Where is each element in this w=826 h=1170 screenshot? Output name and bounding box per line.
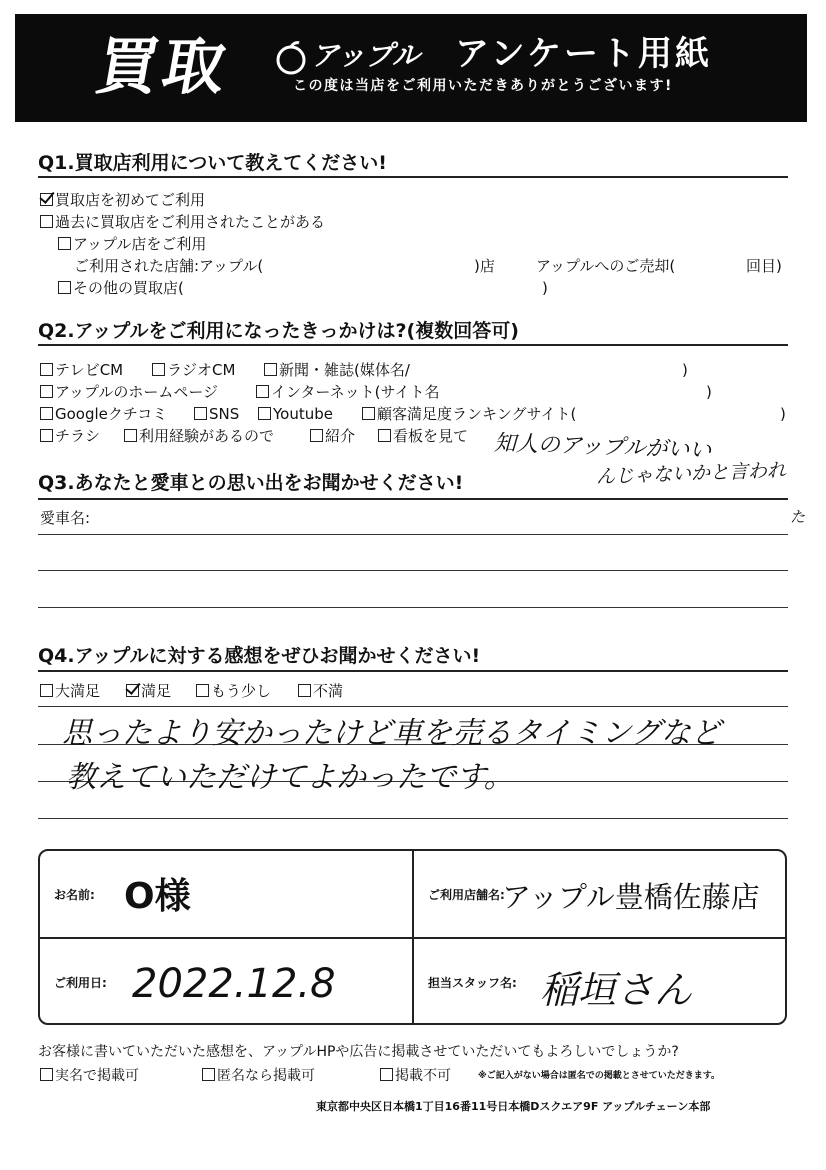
checkbox[interactable] [258, 407, 271, 420]
footer-option-label: 実名で掲載可 [55, 1068, 139, 1084]
q1-store-suffix: )店 [474, 257, 495, 275]
q2-row3-end: ) [780, 405, 786, 423]
q1-times-label: アップルへのご売却( [536, 257, 676, 275]
footer-option-label: 匿名なら掲載可 [217, 1068, 315, 1084]
q2-option-google[interactable] [40, 404, 167, 424]
q2-option-label: Googleクチコミ [55, 405, 168, 423]
q2-option-label: 紹介 [325, 427, 356, 445]
q2-option-sns[interactable] [194, 404, 239, 424]
q4-handwritten-line1: 思ったより安かったけど車を売るタイミングなど [62, 716, 721, 751]
q4-question: Q4.アップルに対する感想をぜひお聞かせください! [38, 645, 481, 667]
q2-question: Q2.アップルをご利用になったきっかけは?(複数回答可) [38, 320, 519, 342]
q2-option-label: アップルのホームページ [55, 383, 219, 401]
checkbox[interactable] [58, 237, 71, 250]
staff-label: 担当スタッフ名: [428, 976, 517, 990]
q2-option-label: 新聞・雑誌(媒体名/ [279, 361, 410, 379]
q2-option-radiocm[interactable] [152, 360, 235, 380]
q4-line [38, 706, 788, 707]
q2-handwritten-line3: た [790, 508, 806, 526]
q1-other-suffix: ) [542, 279, 548, 297]
q4-handwritten-line2: 教えていただけてよかったです。 [66, 760, 514, 795]
checkbox[interactable] [202, 1068, 215, 1081]
q4-rating-label: もう少し [211, 682, 272, 700]
q1-option-other-label: その他の買取店( [73, 279, 184, 297]
q2-option-flyer[interactable] [40, 426, 100, 446]
checkbox-checked[interactable] [126, 684, 139, 697]
name-value: O様 [124, 876, 191, 917]
checkbox[interactable] [40, 215, 53, 228]
card-horizontal-divider [40, 937, 785, 939]
checkbox[interactable] [378, 429, 391, 442]
checkbox[interactable] [152, 363, 165, 376]
header-thanks: この度は当店をご利用いただきありがとうございます! [293, 78, 673, 94]
q1-option-past-label: 過去に買取店をご利用されたことがある [55, 213, 326, 231]
q4-line [38, 818, 788, 819]
checkbox[interactable] [310, 429, 323, 442]
q4-rating-very-satisfied[interactable] [40, 681, 100, 701]
q3-line [38, 534, 788, 535]
q4-rating-label: 不満 [313, 682, 344, 700]
checkbox[interactable] [380, 1068, 393, 1081]
q1-option-apple[interactable] [58, 234, 206, 254]
q1-divider [38, 176, 788, 178]
q3-divider [38, 498, 788, 500]
q2-option-newspaper[interactable] [264, 360, 410, 380]
checkbox[interactable] [40, 385, 53, 398]
q2-handwritten-line2: んじゃないかと言われ [595, 459, 787, 488]
q1-times-suffix: 回目) [746, 257, 782, 275]
header-banner [15, 14, 807, 122]
checkbox[interactable] [362, 407, 375, 420]
q2-option-tvcm[interactable] [40, 360, 123, 380]
q2-handwritten-line1: 知人のアップルがいい [493, 431, 712, 464]
date-label: ご利用日: [54, 976, 107, 990]
q2-option-referral[interactable] [310, 426, 355, 446]
footer-address: 東京都中央区日本橋1丁目16番11号日本橋Dスクエア9F アップルチェーン本部 [316, 1100, 711, 1113]
checkbox[interactable] [40, 407, 53, 420]
footer-option-not-allowed[interactable] [380, 1066, 451, 1086]
footer-option-real-name[interactable] [40, 1066, 139, 1086]
q2-option-label: テレビCM [55, 361, 124, 379]
checkbox[interactable] [256, 385, 269, 398]
q2-option-internet[interactable] [256, 382, 439, 402]
name-label: お名前: [54, 888, 95, 902]
header-title: 買取 [90, 30, 236, 103]
q1-option-past[interactable] [40, 212, 325, 232]
q1-option-apple-label: アップル店をご利用 [73, 235, 207, 253]
checkbox[interactable] [298, 684, 311, 697]
q1-question: Q1.買取店利用について教えてください! [38, 152, 387, 174]
q3-line [38, 607, 788, 608]
checkbox[interactable] [40, 684, 53, 697]
q3-car-label: 愛車名: [40, 509, 91, 527]
checkbox[interactable] [58, 281, 71, 294]
q1-store-used-label: ご利用された店舗:アップル( [74, 257, 264, 275]
q2-option-label: 看板を見て [393, 427, 469, 445]
q2-option-ranking[interactable] [362, 404, 576, 424]
checkbox-checked[interactable] [40, 193, 53, 206]
checkbox[interactable] [40, 363, 53, 376]
q2-option-label: 顧客満足度ランキングサイト( [377, 405, 577, 423]
header-brand: アップル [311, 39, 420, 72]
q2-option-label: インターネット(サイト名 [271, 383, 440, 401]
q4-divider [38, 670, 788, 672]
q2-row2-end: ) [706, 383, 712, 401]
q1-option-first[interactable] [40, 190, 205, 210]
customer-info-card [38, 849, 787, 1025]
q2-option-label: チラシ [55, 427, 101, 445]
q3-line [38, 570, 788, 571]
footer-question: お客様に書いていただいた感想を、アップルHPや広告に掲載させていただいてもよろしいでしょうか? [38, 1044, 679, 1060]
q3-question: Q3.あなたと愛車との思い出をお聞かせください! [38, 472, 464, 494]
q4-rating-label: 大満足 [55, 682, 101, 700]
date-value: 2022.12.8 [132, 961, 336, 1007]
header-subtitle: アンケート用紙 [455, 34, 712, 74]
q2-option-youtube[interactable] [258, 404, 333, 424]
apple-logo-icon [273, 40, 309, 76]
checkbox[interactable] [40, 429, 53, 442]
store-value: アップル豊橋佐藤店 [502, 880, 760, 914]
checkbox[interactable] [40, 1068, 53, 1081]
q2-row1-end: ) [682, 361, 688, 379]
q2-option-homepage[interactable] [40, 382, 218, 402]
store-label: ご利用店舗名: [428, 888, 505, 902]
q2-option-experience[interactable] [124, 426, 274, 446]
checkbox[interactable] [264, 363, 277, 376]
q4-rating-satisfied[interactable] [126, 681, 171, 701]
checkbox[interactable] [194, 407, 207, 420]
footer-option-anonymous[interactable] [202, 1066, 315, 1086]
q4-rating-somewhat[interactable] [196, 681, 271, 701]
q2-divider [38, 344, 788, 346]
checkbox[interactable] [196, 684, 209, 697]
checkbox[interactable] [124, 429, 137, 442]
q1-option-other[interactable] [58, 278, 184, 298]
footer-note: ※ご記入がない場合は匿名での掲載とさせていただきます。 [478, 1071, 721, 1081]
footer-option-label: 掲載不可 [395, 1068, 451, 1084]
q2-option-label: 利用経験があるので [139, 427, 275, 445]
q4-rating-label: 満足 [141, 682, 172, 700]
q2-option-label: ラジオCM [167, 361, 236, 379]
q2-option-label: SNS [209, 405, 240, 423]
q2-option-label: Youtube [273, 405, 333, 423]
staff-value: 稲垣さん [540, 968, 693, 1012]
q1-option-first-label: 買取店を初めてご利用 [55, 191, 206, 209]
q4-rating-dissatisfied[interactable] [298, 681, 343, 701]
q2-option-signboard[interactable] [378, 426, 468, 446]
